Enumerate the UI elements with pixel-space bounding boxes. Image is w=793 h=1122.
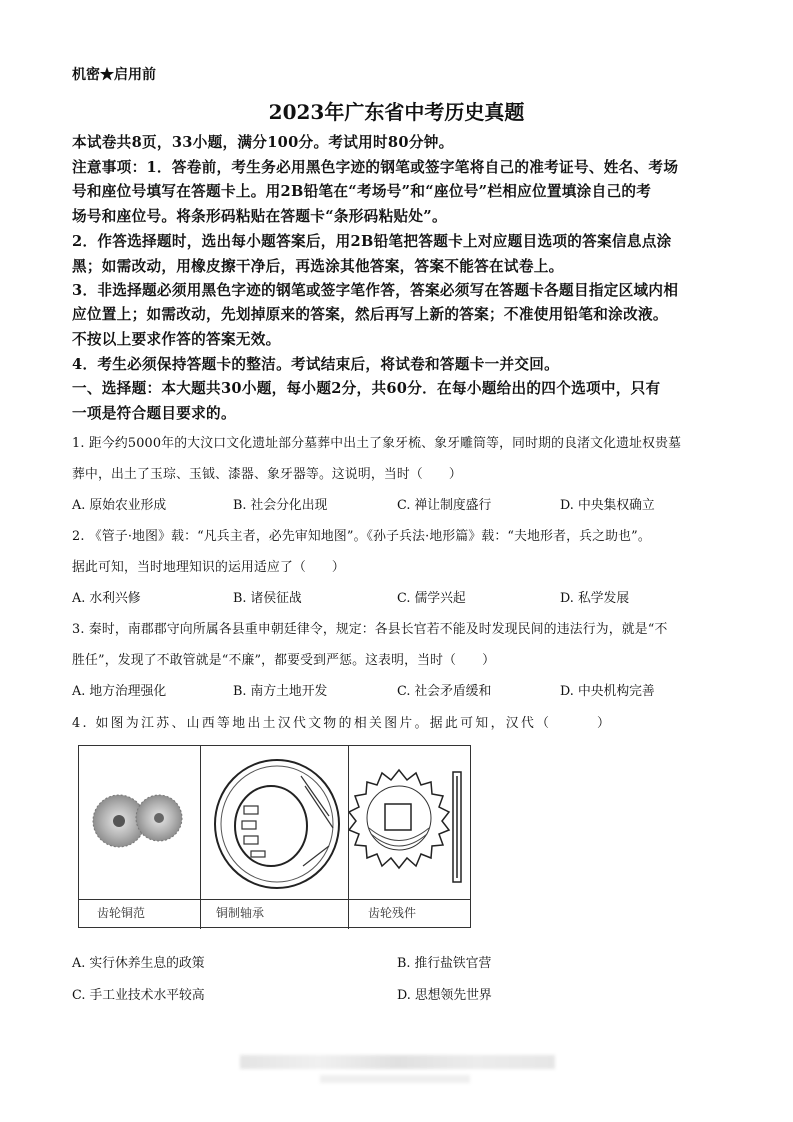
caption-gear-mold: 齿轮铜范 <box>97 906 146 920</box>
question-3-option-d: D. 中央机构完善 <box>560 684 655 699</box>
question-3-option-b: B. 南方土地开发 <box>233 684 328 699</box>
question-3-text: 胜任”，发现了不敢管就是“不廉”，都要受到严惩。这表明，当时（ ） <box>72 653 496 668</box>
question-1-text: 1. 距今约5000年的大汶口文化遗址部分墓葬中出土了象牙梳、象牙雕筒等，同时期的良渚文化遗址权贵墓 <box>72 436 682 451</box>
instruction-line: 2．作答选择题时，选出每小题答案后，用2B铅笔把答题卡上对应题目选项的答案信息点涂 <box>72 233 672 250</box>
question-4-option-c: C. 手工业技术水平较高 <box>72 988 205 1003</box>
question-4-text: 4. 如图为江苏、山西等地出土汉代文物的相关图片。据此可知，汉代（ ） <box>72 716 613 731</box>
section-heading: 一、选择题：本大题共30小题，每小题2分，共60分．在每小题给出的四个选项中，只有 <box>72 380 661 397</box>
question-2-option-c: C. 儒学兴起 <box>397 591 466 606</box>
confidential-label: 机密★启用前 <box>72 67 156 83</box>
caption-bearing: 铜制轴承 <box>216 906 265 920</box>
question-3-option-a: A. 地方治理强化 <box>72 684 167 699</box>
question-4-option-a: A. 实行休养生息的政策 <box>72 956 205 971</box>
question-2-text: 2. 《管子·地图》载：“凡兵主者，必先审知地图”。《孙子兵法·地形篇》载：“夫地形者，兵之助也”。 <box>72 529 651 544</box>
question-1-option-d: D. 中央集权确立 <box>560 498 655 513</box>
instruction-line: 不按以上要求作答的答案无效。 <box>72 331 281 348</box>
instruction-line: 黑；如需改动，用橡皮擦干净后，再选涂其他答案，答案不能答在试卷上。 <box>72 258 564 275</box>
question-2-option-a: A. 水利兴修 <box>72 591 141 606</box>
question-4-option-d: D. 思想领先世界 <box>397 988 492 1003</box>
artifact-figure <box>78 745 471 928</box>
exam-title: 2023年广东省中考历史真题 <box>268 100 525 124</box>
instruction-line: 4．考生必须保持答题卡的整洁。考试结束后，将试卷和答题卡一并交回。 <box>72 356 560 373</box>
blurred-footer-watermark <box>320 1075 470 1083</box>
question-1-option-a: A. 原始农业形成 <box>72 498 167 513</box>
question-3-option-c: C. 社会矛盾缓和 <box>397 684 492 699</box>
question-2-option-d: D. 私学发展 <box>560 591 630 606</box>
question-3-text: 3. 秦时，南郡郡守向所属各县重申朝廷律令，规定：各县长官若不能及时发现民间的违法行为，就是“不 <box>72 622 668 637</box>
section-heading: 一项是符合题目要求的。 <box>72 405 236 422</box>
question-1-text: 葬中，出土了玉琮、玉钺、漆器、象牙器等。这说明，当时（ ） <box>72 467 462 482</box>
caption-gear-fragment: 齿轮残件 <box>368 906 417 920</box>
gear-mold-illustration <box>79 746 200 899</box>
instruction-line: 本试卷共8页，33小题，满分100分。考试用时80分钟。 <box>72 134 454 151</box>
instruction-line: 号和座位号填写在答题卡上。用2B铅笔在“考场号”和“座位号”栏相应位置填涂自己的考 <box>72 183 652 200</box>
question-1-option-c: C. 禅让制度盛行 <box>397 498 492 513</box>
question-2-text: 据此可知，当时地理知识的运用适应了（ ） <box>72 560 345 575</box>
instruction-line: 3．非选择题必须用黑色字迹的钢笔或签字笔作答，答案必须写在答题卡各题目指定区域内相 <box>72 282 679 299</box>
blurred-footer-watermark <box>240 1055 555 1069</box>
instruction-line: 应位置上；如需改动，先划掉原来的答案，然后再写上新的答案；不准使用铅笔和涂改液。 <box>72 306 668 323</box>
gear-fragment-illustration <box>349 746 471 899</box>
instruction-line: 场号和座位号。将条形码粘贴在答题卡“条形码粘贴处”。 <box>72 208 447 225</box>
instruction-line: 注意事项：1．答卷前，考生务必用黑色字迹的钢笔或签字笔将自己的准考证号、姓名、考场 <box>72 159 679 176</box>
bearing-illustration <box>201 746 348 899</box>
question-2-option-b: B. 诸侯征战 <box>233 591 302 606</box>
question-4-option-b: B. 推行盐铁官营 <box>397 956 492 971</box>
question-1-option-b: B. 社会分化出现 <box>233 498 328 513</box>
